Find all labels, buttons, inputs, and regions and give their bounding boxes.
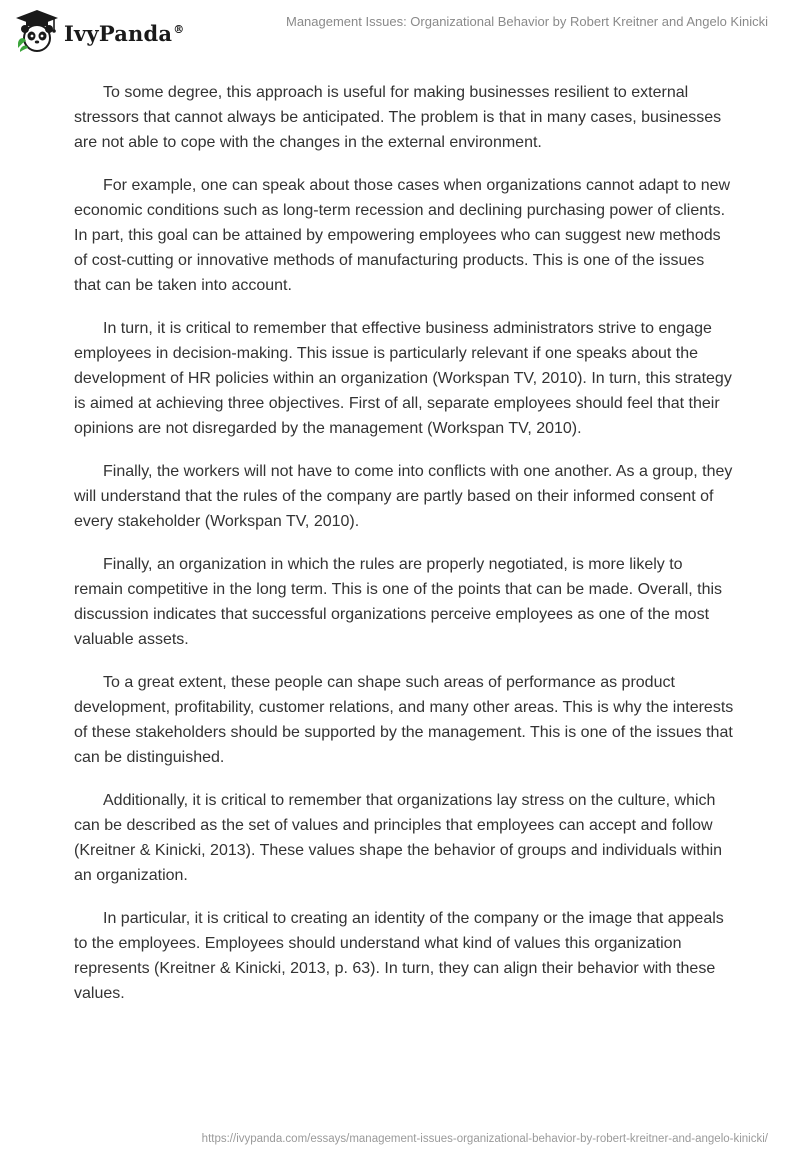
- paragraph: To some degree, this approach is useful for making businesses resilient to external stressors that cannot always be anticipated. The problem is that in many cases, businesses are not able to cope with the changes in the external environment.: [74, 84, 722, 151]
- page-header: [0, 0, 800, 60]
- paragraph: In particular, it is critical to creating an identity of the company or the image that appeals to the employees. Employees should understand what kind of values this organization represents (Kreitner & Kinicki, 2013, p. 63). In turn, they can align their behavior with these values.: [74, 910, 724, 1002]
- paragraph: Finally, an organization in which the rules are properly negotiated, is more likely to remain competitive in the long term. This is one of the points that can be made. Overall, this discussion indicates that successful organizations perceive employees as one of the most valuable assets.: [74, 556, 723, 648]
- ivypanda-logo[interactable]: [14, 8, 184, 54]
- paragraph: For example, one can speak about those cases when organizations cannot adapt to new economic conditions such as long-term recession and declining purchasing power of clients. In part, this goal can be attained by empowering employees who can suggest new methods of cost-cutting or innovative methods of manufacturing products. This is one of the issues that can be taken into account.: [74, 177, 731, 294]
- essay-body: [74, 80, 734, 1024]
- logo-text: IvyPanda®: [64, 20, 185, 46]
- paragraph: In turn, it is critical to remember that effective business administrators strive to engage employees in decision-making. This issue is particularly relevant if one speaks about the development of HR policies within an organization (Workspan TV, 2010). In turn, this strategy is aimed at achieving three objectives. First of all, separate employees should feel that their opinions are not disregarded by the management (Workspan TV, 2010).: [74, 320, 732, 437]
- paragraph: Finally, the workers will not have to come into conflicts with one another. As a group, they will understand that the rules of the company are partly based on their informed consent of every stakeholder (Workspan TV, 2010).: [74, 463, 733, 530]
- source-url[interactable]: https://ivypanda.com/essays/management-issues-organizational-behavior-by-robert-kreitner-and-angelo-kinicki/: [201, 1133, 768, 1145]
- document-title: Management Issues: Organizational Behavior by Robert Kreitner and Angelo Kinicki: [286, 14, 768, 29]
- paragraph: Additionally, it is critical to remember that organizations lay stress on the culture, which can be described as the set of values and principles that employees can accept and follow (Kreitner & Kinicki, 2013). These values shape the behavior of groups and individuals within an organization.: [74, 792, 723, 884]
- paragraph: To a great extent, these people can shape such areas of performance as product development, profitability, customer relations, and many other areas. This is why the interests of these stakeholders should be supported by the management. This is one of the issues that can be distinguished.: [74, 674, 734, 766]
- panda-graduate-icon: [14, 8, 60, 54]
